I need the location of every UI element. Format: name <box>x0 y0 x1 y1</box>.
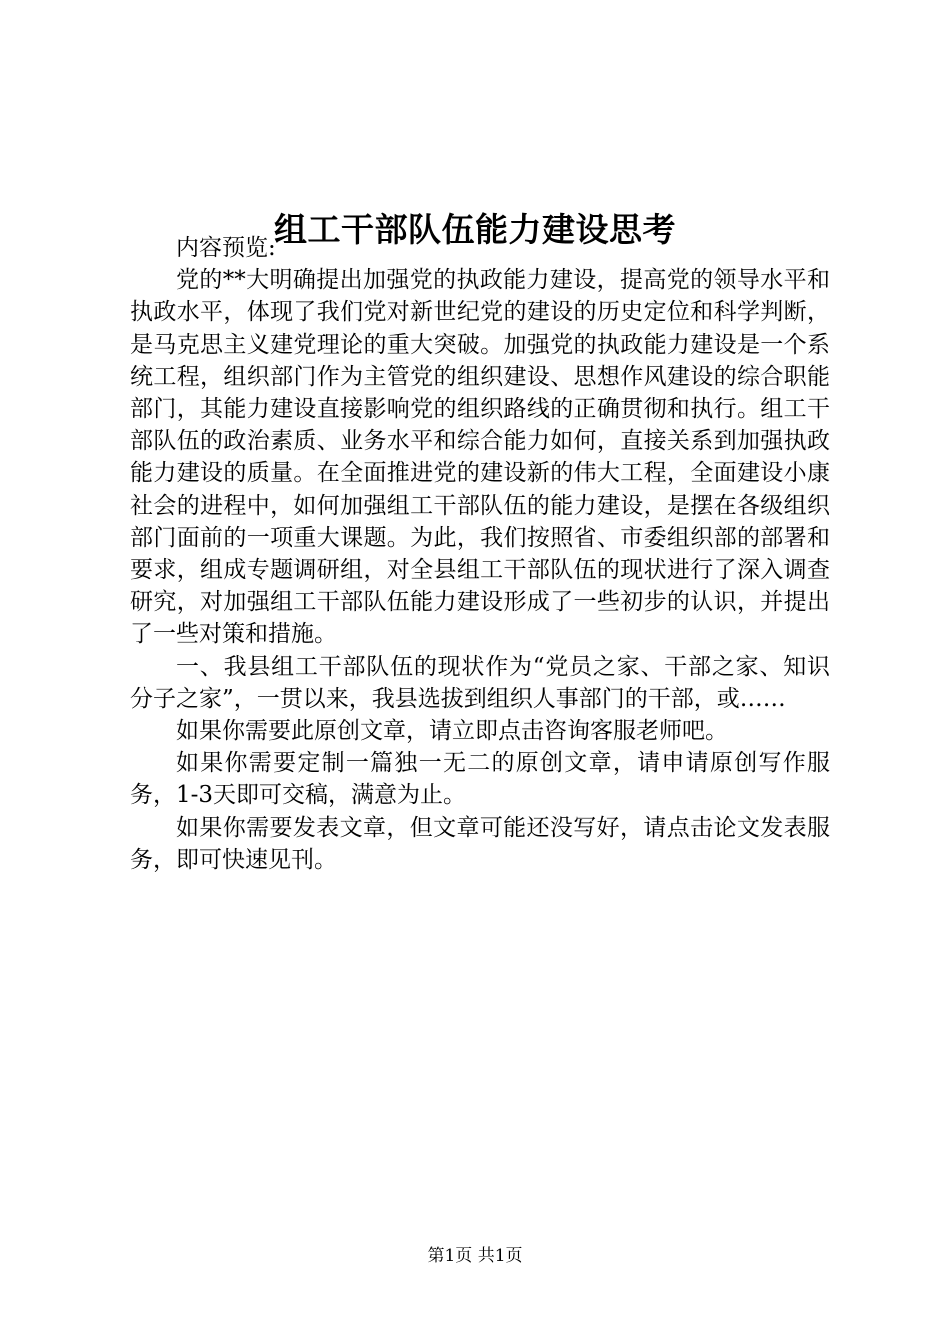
preview-label: 内容预览: <box>176 235 276 261</box>
promo-paragraph-custom-writing: 如果你需要定制一篇独一无二的原创文章，请申请原创写作服务，1-3天即可交稿，满意为止。 <box>130 750 830 809</box>
body-paragraph: 党的**大明确提出加强党的执政能力建设，提高党的领导水平和执政水平，体现了我们党对新世纪党的建设的历史定位和科学判断，是马克思主义建党理论的重大突破。加强党的执政能力建设是一个系统工程，组织部门作为主管党的组织建设、思想作风建设的综合职能部门，其能力建设直接影响党的组织路线的正确贯彻和执行。组工干部队伍的政治素质、业务水平和综合能力如何，直接关系到加强执政能力建设的质量。在全面推进党的建设新的伟大工程，全面建设小康社会的进程中，如何加强组工干部队伍的能力建设，是摆在各级组织部门面前的一项重大课题。为此，我们按照省、市委组织部的部署和要求，组成专题调研组，对全县组工干部队伍的现状进行了深入调查研究，对加强组工干部队伍能力建设形成了一些初步的认识，并提出了一些对策和措施。 <box>130 267 830 648</box>
promo-paragraph-publishing: 如果你需要发表文章，但文章可能还没写好，请点击论文发表服务，即可快速见刊。 <box>130 814 830 873</box>
page-number-footer: 第1页 共1页 <box>427 1246 523 1266</box>
promo-paragraph-consult: 如果你需要此原创文章，请立即点击咨询客服老师吧。 <box>176 718 728 745</box>
document-body <box>130 232 830 876</box>
document-title: 组工干部队伍能力建设思考 <box>274 210 676 250</box>
body-paragraph: 一、我县组工干部队伍的现状作为“党员之家、干部之家、知识分子之家”，一贯以来，我县选拔到组织人事部门的干部，或…… <box>130 653 830 712</box>
